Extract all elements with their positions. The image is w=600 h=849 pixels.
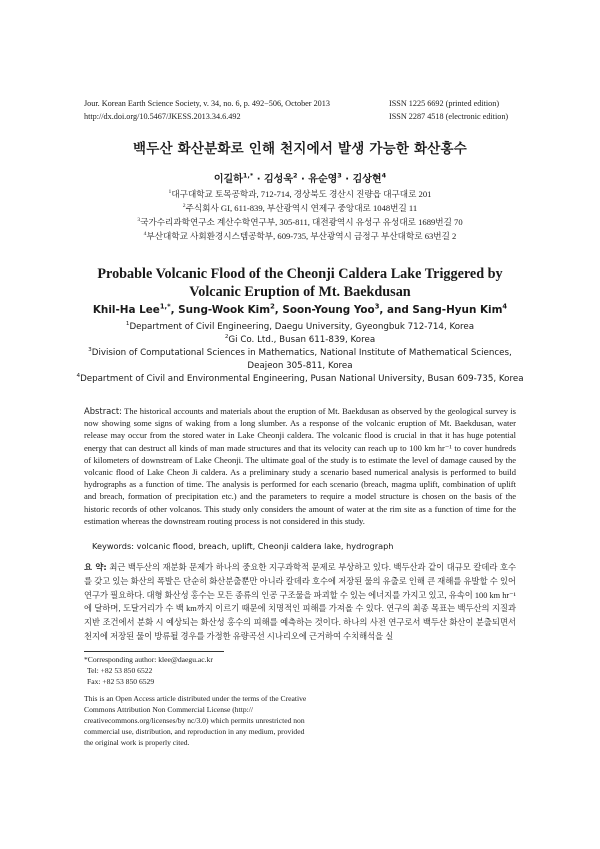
telephone: Tel: +82 53 850 6522 <box>87 666 153 675</box>
journal-citation: Jour. Korean Earth Science Society, v. 34, no. 6, p. 492−506, October 2013 <box>84 99 330 108</box>
english-title <box>0 265 600 301</box>
summary-text: 최근 백두산의 재분화 문제가 하나의 중요한 지구과학적 문제로 부상하고 있다. 백두산과 같이 대규모 칼데라 호수를 갖고 있는 화산의 폭발은 단순히 화산분출뿐만 아니라 칼데라 호수에 저장된 물의 유출로 인해 큰 재해를 유발할 수 있어 연구가 필요하다. 대형 화산성 홍수는 모든 종류의 인공 구조물을 파괴할 수 있는 에너지를 가지고 있고, 유속이 100 km hr⁻¹에 달하며, 도달거리가 수 백 km까지 이르기 때문에 치명적인 피해를 가져올 수 있다. 연구의 최종 목표는 백두산의 지질과 지반 조건에서 분화 시 예상되는 화산성 홍수의 피해를 예측하는 것이다. 하나의 사전 연구로서 백두산 화산이 분출되면서 천지에 저장된 물이 방류될 경우를 가정한 유량곡선 시나리오에 근거하여 수치해석을 실 <box>84 563 516 641</box>
english-affiliation-3: $^3$Division of Computational Sciences in Mathematics, National Institute of Mathematical Sciences, <box>88 347 512 358</box>
english-author-list: Khil-Ha Lee$^{1,*}$, Sung-Wook Kim$^2$, Soon-Young Yoo$^3$, and Sang-Hyun Kim$^4$ <box>92 302 508 316</box>
footnote-divider <box>84 651 224 652</box>
summary-label: 요 약: <box>84 562 107 572</box>
english-title-line-2: Volcanic Eruption of Mt. Baekdusan <box>189 284 411 300</box>
korean-summary <box>84 561 516 644</box>
korean-authors <box>0 170 600 185</box>
english-affiliation-1: $^1$Department of Civil Engineering, Daegu University, Gyeongbuk 712-714, Korea <box>125 321 475 332</box>
korean-affiliation-4: $^4$부산대학교 사회환경시스템공학부, 609-735, 부산광역시 금정구 부산대학로 63번길 2 <box>143 231 457 241</box>
english-affiliation-4: $^4$Department of Civil and Environmental Engineering, Pusan National University, Busan 609-735, Korea <box>76 373 524 384</box>
english-authors <box>0 304 600 316</box>
issn-block <box>389 98 508 123</box>
abstract-label: Abstract: <box>84 406 122 416</box>
korean-affiliation-2: $^2$주식회사 GI, 611-839, 부산광역시 연제구 중앙대로 1048번길 11 <box>182 203 418 213</box>
korean-affiliation-1: $^1$대구대학교 토목공학과, 712-714, 경상북도 경산시 진량읍 대구대로 201 <box>168 189 432 199</box>
english-title-line-1: Probable Volcanic Flood of the Cheonji Caldera Lake Triggered by <box>97 266 503 282</box>
corresponding-author: *Corresponding author: klee@daegu.ac.kr <box>84 655 213 664</box>
korean-author-list: 이길하$^{1,*}$ · 김성욱$^2$ · 유순영$^3$ · 김상현$^4$ <box>213 171 387 185</box>
english-affiliation-2: $^2$Gi Co. Ltd., Busan 611-839, Korea <box>224 334 376 345</box>
korean-affiliation-3: $^3$국가수리과학연구소 계산수학연구부, 305-811, 대전광역시 유성구 유성대로 1689번길 70 <box>137 217 463 227</box>
abstract-text: The historical accounts and materials about the eruption of Mt. Baekdusan as observed by the geological survey is now showing some signs of waking from a long slumber. As a response of the volcanic eruption of Mt. Baekdusan, water release may occur from the stored water in Lake Cheonji caldera. The volcanic flood is crucial in that it has huge potential energy that can destruct all kinds of man made structures and that its velocity can reach up to 100 km hr⁻¹ to cover hundreds of kilometers of downstream of Lake Cheonji. The ultimate goal of the study is to estimate the level of damage caused by the volcanic flood of Lake Cheon Ji caldera. As a preliminary study a scenario based numerical analysis is performed to build hydrographs as a function of time. The analysis is performed for each scenario (breach, magma uplift, combination of uplift and breach, formation of precipitation etc.) and the parameters to require a model structure is chosen on the basis of the historic records of other volcanos. This study only considers the amount of water at the rim site as a function of time for the estimation whereas the downstream routing process is not considered in this study. <box>84 406 516 526</box>
english-affiliation-3-cont: Deajeon 305-811, Korea <box>247 361 353 371</box>
korean-title: 백두산 화산분화로 인해 천지에서 발생 가능한 화산홍수 <box>133 141 467 157</box>
keywords: Keywords: volcanic flood, breach, uplift, Cheonji caldera lake, hydrograph <box>92 541 394 551</box>
contact-info <box>84 654 213 687</box>
doi-link[interactable]: http://dx.doi.org/10.5467/JKESS.2013.34.6.492 <box>84 111 241 121</box>
issn-electronic: ISSN 2287 4518 (electronic edition) <box>389 111 509 121</box>
issn-print: ISSN 1225 6692 (printed edition) <box>389 99 500 108</box>
license-notice: This is an Open Access article distributed under the terms of the Creative Commons Attribution Non Commercial License (http:// creativecommons.org/licenses/by nc/3.0) which permits unrestricted non commercial use, distribution, and reproduction in any medium, provided the original work is properly cited. <box>84 694 307 747</box>
fax: Fax: +82 53 850 6529 <box>87 677 155 686</box>
abstract <box>84 405 516 527</box>
journal-header <box>84 98 330 123</box>
